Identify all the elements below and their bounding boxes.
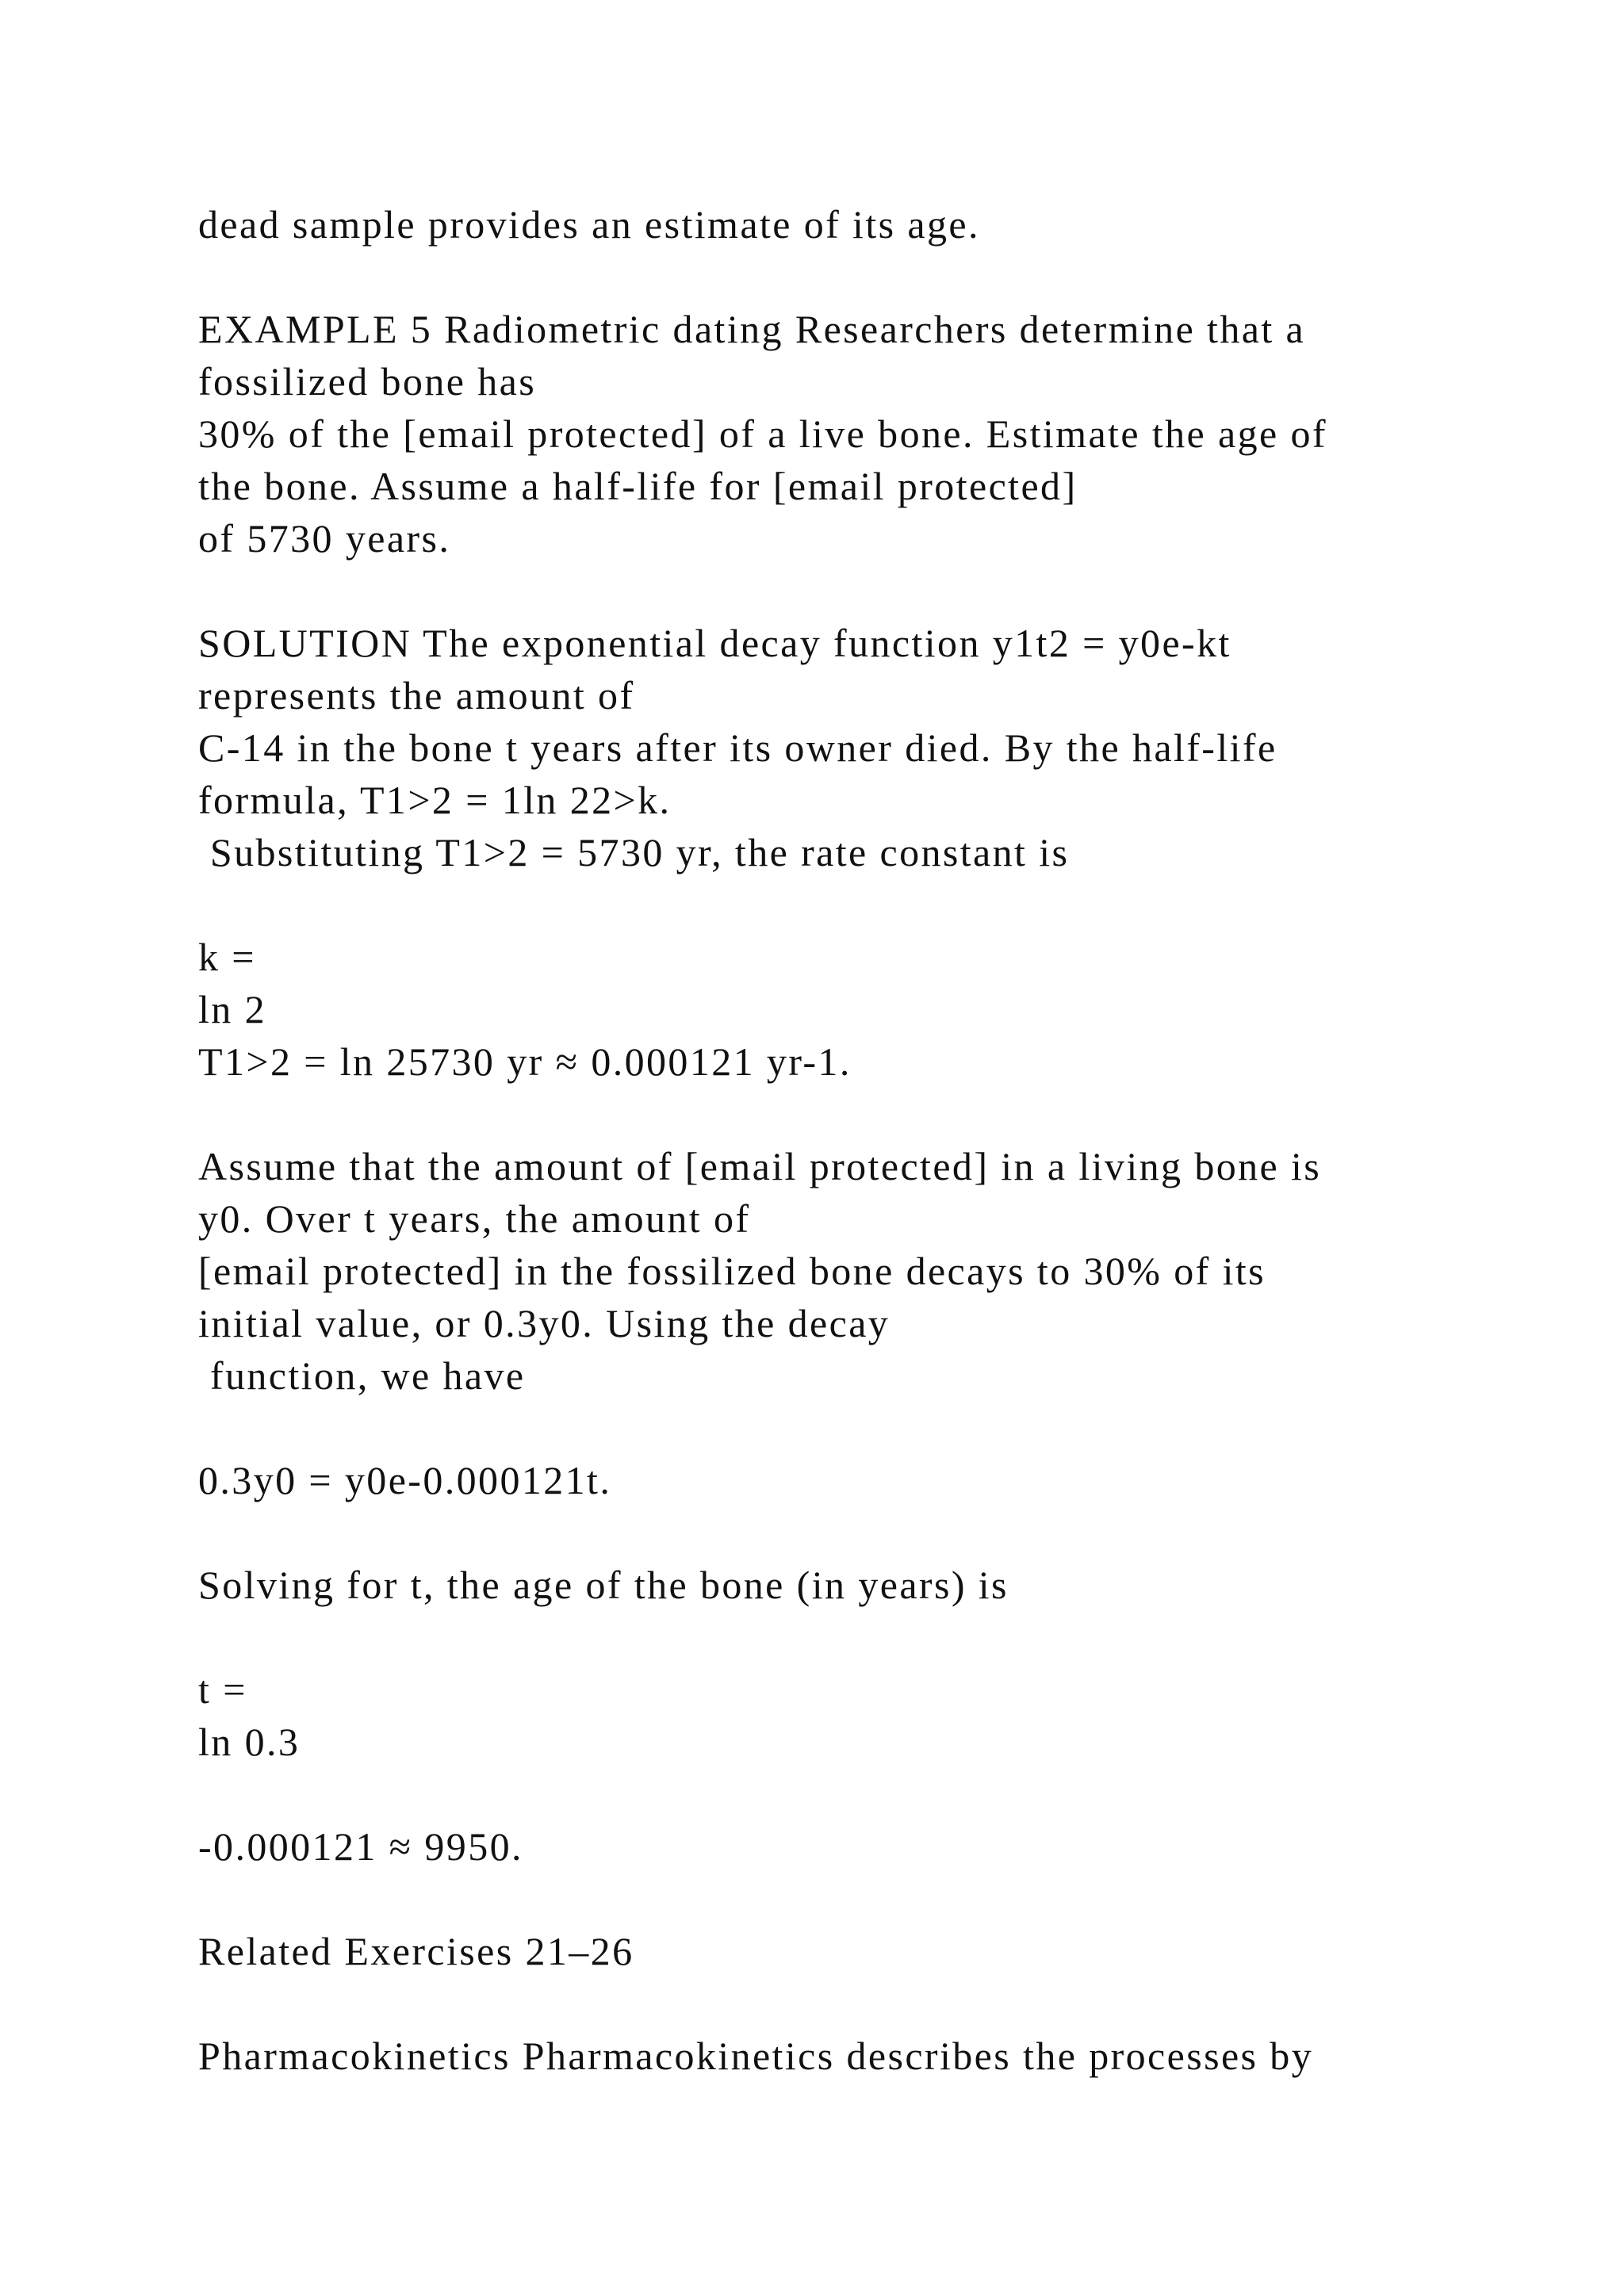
equation-line: k = bbox=[198, 935, 256, 979]
text-line: dead sample provides an estimate of its age. bbox=[198, 202, 980, 247]
text-line: Substituting T1>2 = 5730 yr, the rate constant is bbox=[198, 830, 1070, 874]
equation-line: -0.000121 ≈ 9950. bbox=[198, 1824, 523, 1869]
text-line: initial value, or 0.3y0. Using the decay bbox=[198, 1301, 891, 1345]
text-line: [email protected] in the fossilized bone decays to 30% of its bbox=[198, 1249, 1266, 1293]
equation-line: T1>2 = ln 25730 yr ≈ 0.000121 yr-1. bbox=[198, 1039, 852, 1084]
text-line: Pharmacokinetics Pharmacokinetics describes the processes by bbox=[198, 2034, 1314, 2078]
text-line: of 5730 years. bbox=[198, 516, 451, 561]
text-line: Solving for t, the age of the bone (in years) is bbox=[198, 1563, 1009, 1607]
text-line: y0. Over t years, the amount of bbox=[198, 1196, 751, 1241]
text-line: represents the amount of bbox=[198, 673, 635, 718]
text-line: C-14 in the bone t years after its owner died. By the half-life bbox=[198, 725, 1277, 770]
equation-line: t = bbox=[198, 1667, 247, 1712]
text-line: 30% of the [email protected] of a live bone. Estimate the age of bbox=[198, 411, 1327, 456]
equation-line: ln 2 bbox=[198, 987, 266, 1031]
text-line: EXAMPLE 5 Radiometric dating Researchers determine that a bbox=[198, 307, 1306, 351]
text-line: function, we have bbox=[198, 1353, 526, 1398]
text-line: Assume that the amount of [email protected] in a living bone is bbox=[198, 1144, 1322, 1188]
text-line: the bone. Assume a half-life for [email protected] bbox=[198, 464, 1078, 508]
text-line: fossilized bone has bbox=[198, 359, 537, 404]
equation-line: 0.3y0 = y0e-0.000121t. bbox=[198, 1458, 612, 1502]
related-exercises: Related Exercises 21–26 bbox=[198, 1929, 634, 1973]
equation-line: ln 0.3 bbox=[198, 1720, 301, 1764]
text-line: SOLUTION The exponential decay function y1t2 = y0e-kt bbox=[198, 621, 1231, 665]
text-line: formula, T1>2 = 1ln 22>k. bbox=[198, 778, 672, 822]
